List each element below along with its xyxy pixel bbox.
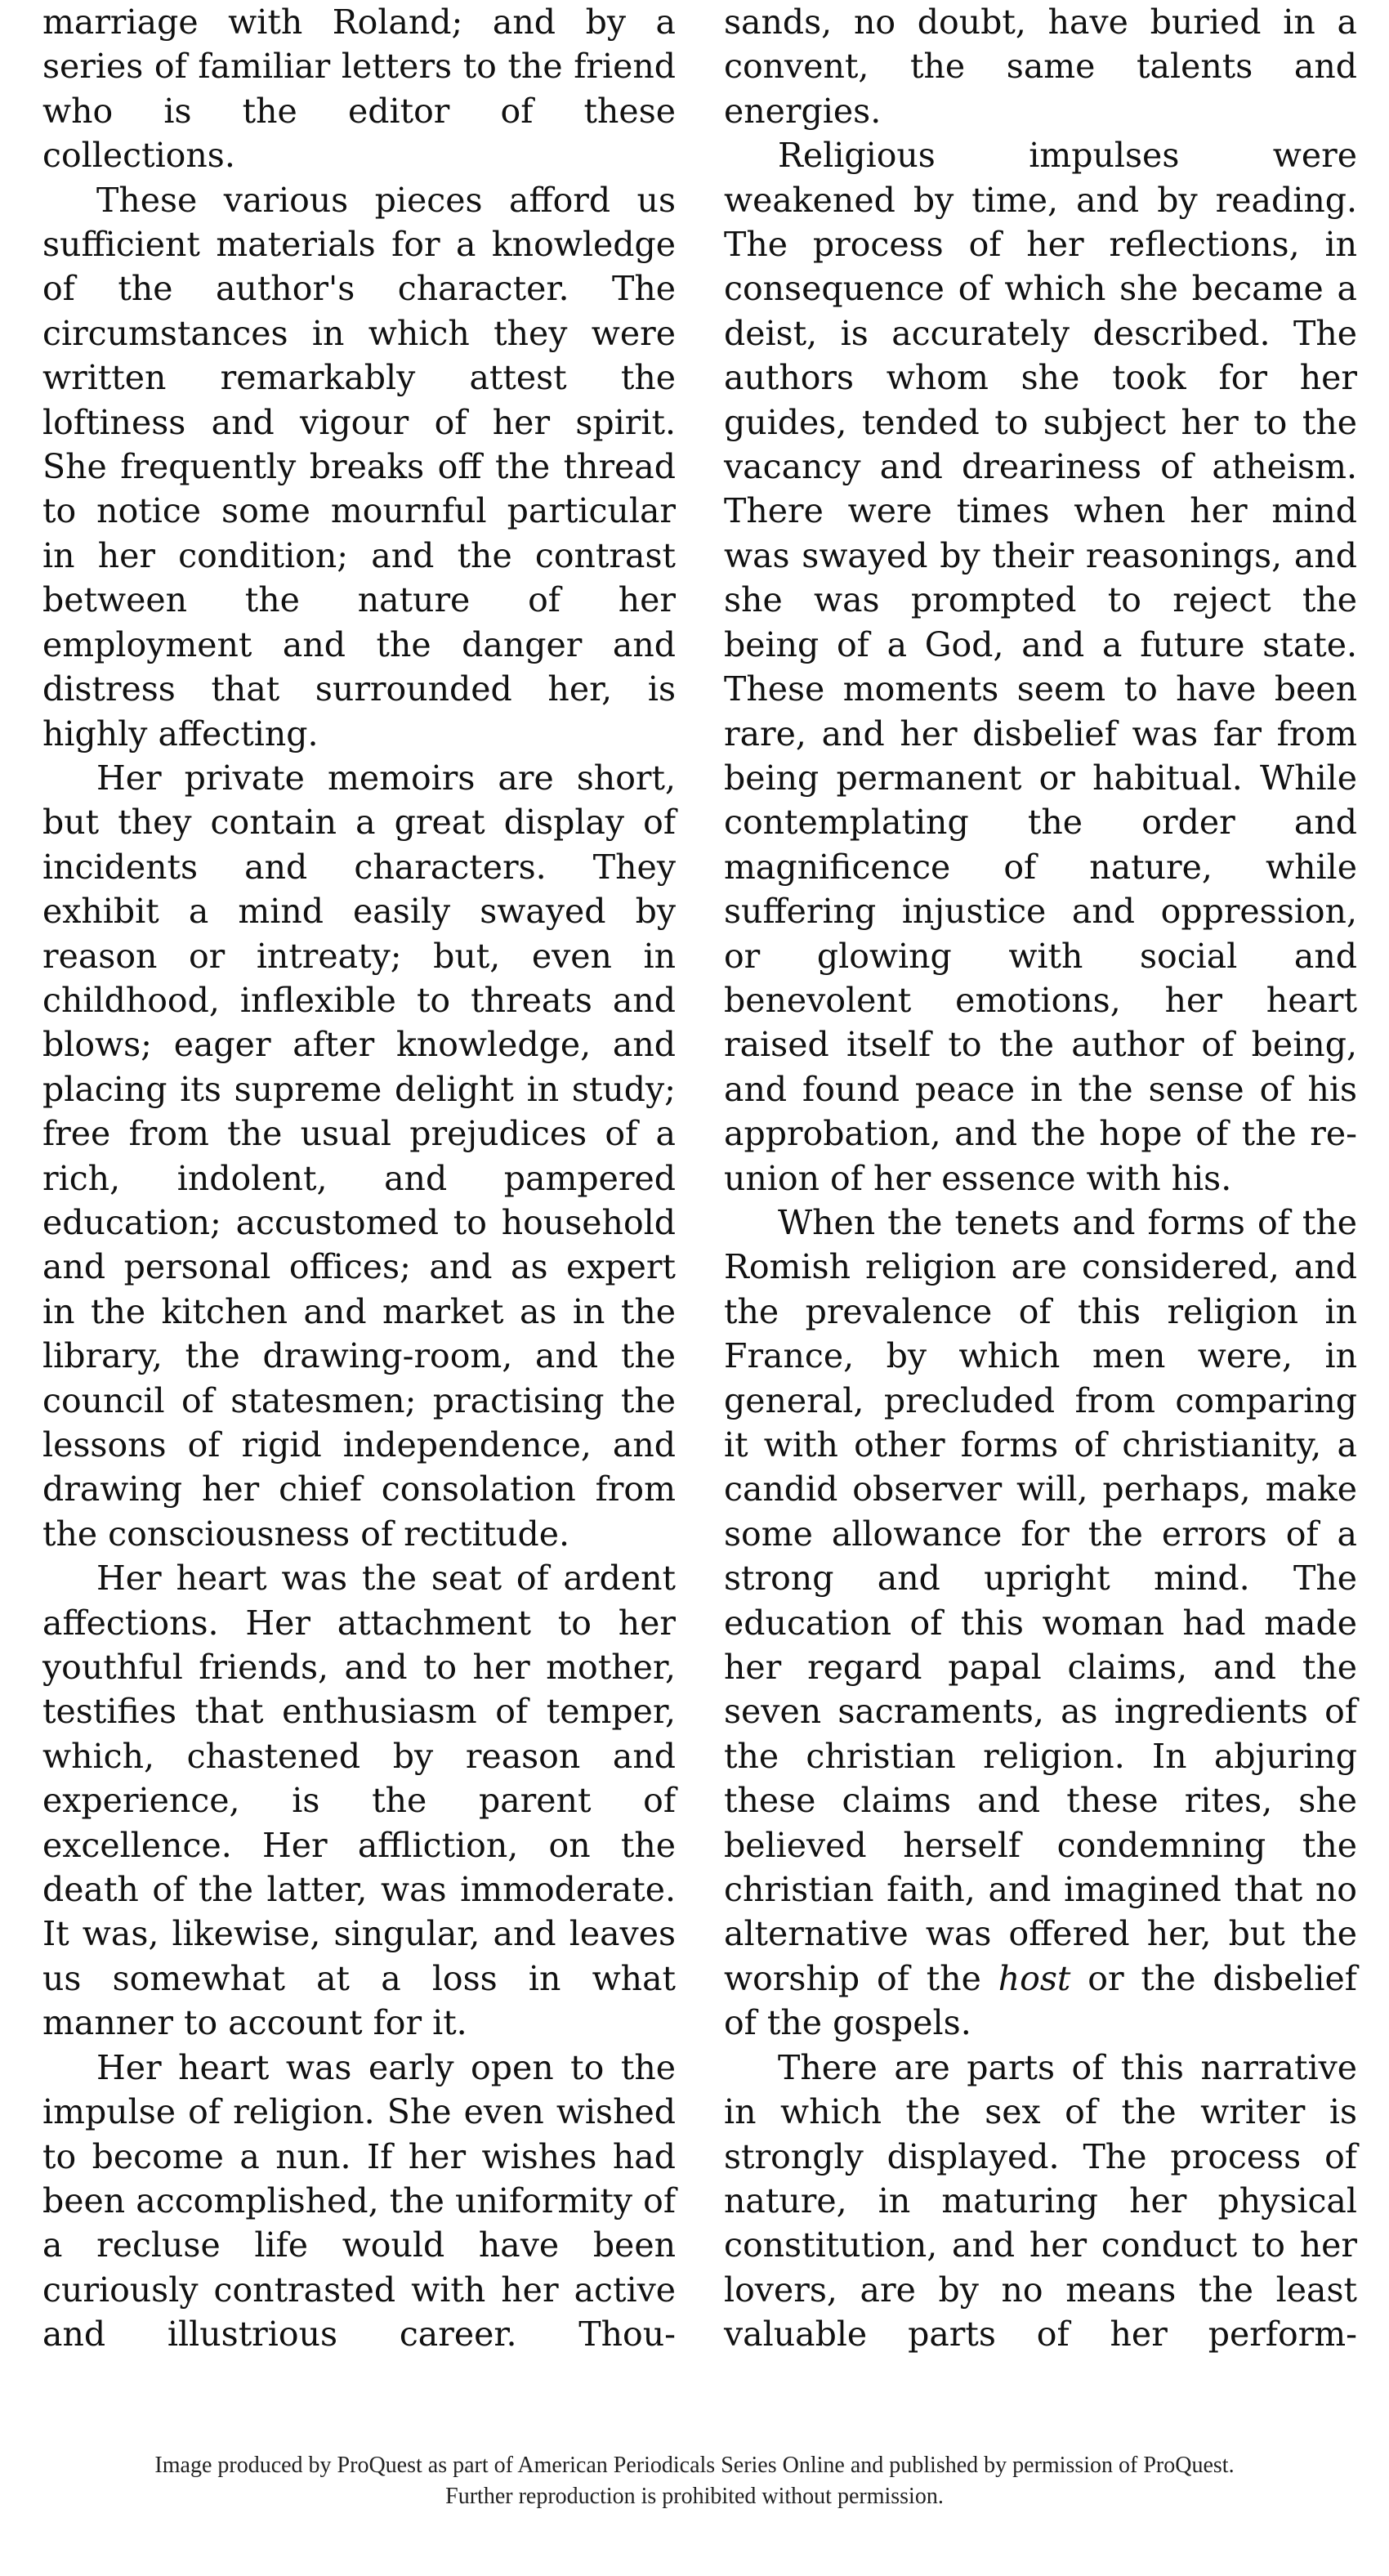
proquest-footer (0, 2450, 1389, 2512)
paragraph-ardent-affections: Her heart was the seat of ardent affections. Her attachment to her youthful friends, and to her mother, testifies that enthusiasm of temper, which, chastened by reason and experience, is the parent of excellence. Her affliction, on the death of the latter, was immoderate. It was, likewise, singular, and leaves us somewhat at a loss in what manner to account for it. (42, 1559, 676, 2043)
paragraph-sex-of-writer: There are parts of this narrative in which the sex of the writer is strongly displayed. The process of nature, in maturing her physical constitution, and her conduct to her lovers, are by no means the least valuable parts of her perform- (724, 2047, 1357, 2355)
paragraph-religious-impulses: Religious impulses were weakened by time, and by reading. The process of her reflections, in consequence of which she became a deist, is accurately described. The authors whom she took for her guides, tended to subject her to the vacancy and dreariness of atheism. There were times when her mind was swayed by their reasonings, and she was prompted to reject the being of a God, and a future state. These moments seem to have been rare, and her disbelief was far from being permanent or habitual. While contemplating the order and magnificence of nature, while suffering injustice and oppression, or glowing with social and benevolent emotions, her heart raised itself to the author of being, and found peace in the sense of his approbation, and the hope of the re-union of her essence with his. (724, 136, 1357, 1198)
paragraph-private-memoirs: Her private memoirs are short, but they contain a great display of incidents and characters. They exhibit a mind easily swayed by reason or intreaty; but, even in childhood, inflexible to threats and blows; eager after knowledge, and placing its supreme delight in study; free from the usual prejudices of a rich, indolent, and pampered education; accustomed to household and personal offices; and as expert in the kitchen and market as in the library, the drawing-room, and the council of statesmen; practising the lessons of rigid independence, and drawing her chief consolation from the consciousness of rectitude. (42, 758, 676, 1554)
paragraph-romish-religion: When the tenets and forms of the Romish religion are considered, and the prevalence of this religion in France, by which men were, in general, precluded from comparing it with other forms of christianity, a candid observer will, perhaps, make some allowance for the errors of a strong and upright mind. The education of this woman had made her regard papal claims, and the seven sacraments, as ingredients of the christian religion. In abjuring these claims and these rites, she believed herself condemning the christian faith, and imagined that no alternative was offered her, but the worship of the host or the disbelief of the gospels. (724, 1202, 1357, 2043)
left-column (42, 0, 676, 2357)
right-column (724, 0, 1357, 2357)
paragraph-convent-continuation: sands, no doubt, have buried in a convent, the same talents and energies. (724, 2, 1357, 131)
paragraph-roland-letters: marriage with Roland; and by a series of familiar letters to the friend who is the editor of these collections. (42, 2, 676, 176)
footer-line-reproduction: Further reproduction is prohibited without permission. (445, 2484, 944, 2509)
footer-line-permission: Image produced by ProQuest as part of American Periodicals Series Online and published by permission of ProQuest. (154, 2453, 1235, 2478)
paragraph-religion-impulse: Her heart was early open to the impulse of religion. She even wished to become a nun. If her wishes had been accomplished, the uniformity of a recluse life would have been curiously contrasted with her active and illustrious career. Thou- (42, 2047, 676, 2355)
paragraph-various-pieces: These various pieces afford us sufficient materials for a knowledge of the author's character. The circumstances in which they were written remarkably attest the loftiness and vigour of her spirit. She frequently breaks off the thread to notice some mournful particular in her condition; and the contrast between the nature of her employment and the danger and distress that surrounded her, is highly affecting. (42, 180, 676, 754)
